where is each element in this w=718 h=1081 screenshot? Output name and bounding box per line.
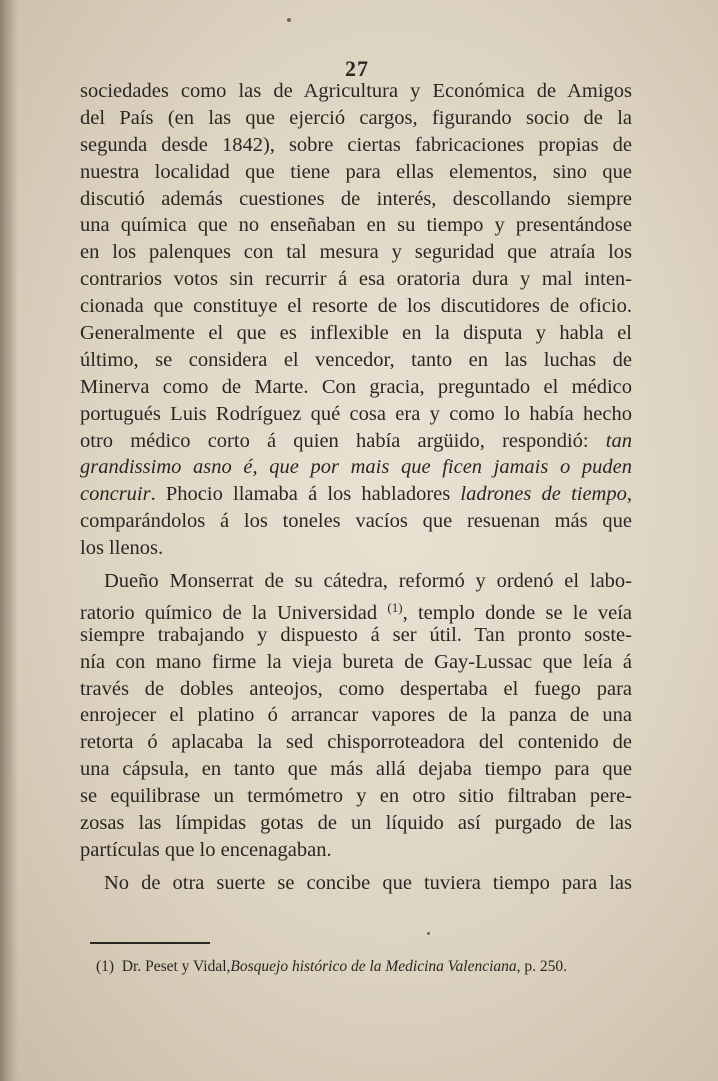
- footnote-ref: (1): [387, 599, 403, 615]
- text-run: , templo donde se le veía: [402, 601, 632, 624]
- text-line: través de dobles anteojos, como despertaba el fuego para: [80, 677, 632, 700]
- text-line: una cápsula, en tanto que más allá dejaba tiempo para que: [80, 758, 632, 781]
- ink-speck: [427, 932, 430, 935]
- text-line: sociedades como las de Agricultura y Económica de Amigos: [80, 80, 632, 102]
- footnote-title: Bosquejo histórico de la Medicina Valenciana: [230, 958, 517, 975]
- text-run: ,: [626, 483, 632, 506]
- italic-phrase: ladrones de tiempo: [460, 483, 627, 506]
- text-line: zosas las límpidas gotas de un líquido así purgado de las: [80, 812, 632, 835]
- text-run: . Phocio llamaba á los habladores: [150, 483, 461, 506]
- text-line: del País (en las que ejerció cargos, figurando socio de la: [80, 106, 632, 129]
- footnote-page: , p. 250.: [516, 958, 568, 975]
- text-run: ratorio químico de la Universidad: [80, 601, 388, 624]
- text-line: segunda desde 1842), sobre ciertas fabricaciones propias de: [80, 133, 632, 156]
- text-line: Dueño Monserrat de su cátedra, reformó y ordenó el labo-: [104, 570, 632, 593]
- text-line: discutió además cuestiones de interés, descollando siempre: [80, 187, 632, 210]
- ink-speck: [287, 18, 291, 22]
- text-line: Minerva como de Marte. Con gracia, preguntado el médico: [80, 375, 632, 398]
- text-line: Generalmente el que es inflexible en la disputa y habla el: [80, 322, 632, 345]
- text-line: cionada que constituye el resorte de los discutidores de oficio.: [80, 295, 632, 318]
- text-line: siempre trabajando y dispuesto á ser útil. Tan pronto soste-: [80, 623, 632, 646]
- text-line: [80, 481, 632, 508]
- text-line: nía con mano firme la vieja bureta de Gay-Lussac que leía á: [80, 650, 632, 673]
- text-line: nuestra localidad que tiene para ellas elementos, sino que: [80, 160, 632, 183]
- page-number: 27: [345, 56, 369, 81]
- body-text: [80, 78, 632, 897]
- text-line: los llenos.: [80, 537, 164, 560]
- text-line: portugués Luis Rodríguez qué cosa era y como lo había hecho: [80, 402, 632, 425]
- footnote-rule: [90, 942, 210, 944]
- text-line: último, se considera el vencedor, tanto en las luchas de: [80, 348, 632, 371]
- italic-quote: concruir: [80, 483, 151, 506]
- text-line: comparándolos á los toneles vacíos que resuenan más que: [80, 510, 632, 533]
- page-gutter-shadow: [0, 0, 18, 1081]
- text-line: [80, 595, 632, 622]
- text-line: [80, 428, 632, 455]
- text-line: una química que no enseñaban en su tiempo y presentándose: [80, 214, 632, 237]
- italic-quote: tan: [605, 429, 632, 452]
- text-line: se equilibrase un termómetro y en otro sitio filtraban pere-: [80, 785, 632, 808]
- text-line: retorta ó aplacaba la sed chisporroteadora del contenido de: [80, 731, 632, 754]
- text-run: otro médico corto á quien había argüido, respondió:: [80, 429, 589, 452]
- text-line: contrarios votos sin recurrir á esa oratoria dura y mal inten-: [80, 268, 632, 291]
- footnote-author: Dr. Peset y Vidal,: [121, 958, 231, 975]
- footnote: [96, 958, 636, 976]
- text-line: partículas que lo encenagaban.: [80, 838, 332, 861]
- footnote-mark: (1): [96, 958, 115, 975]
- text-line: en los palenques con tal mesura y seguridad que atraía los: [80, 241, 632, 264]
- text-line: No de otra suerte se concibe que tuviera tiempo para las: [104, 871, 632, 894]
- text-line: enrojecer el platino ó arrancar vapores de la panza de una: [80, 704, 632, 727]
- italic-quote-line: grandissimo asno é, que por mais que ficen jamais o puden: [80, 456, 632, 479]
